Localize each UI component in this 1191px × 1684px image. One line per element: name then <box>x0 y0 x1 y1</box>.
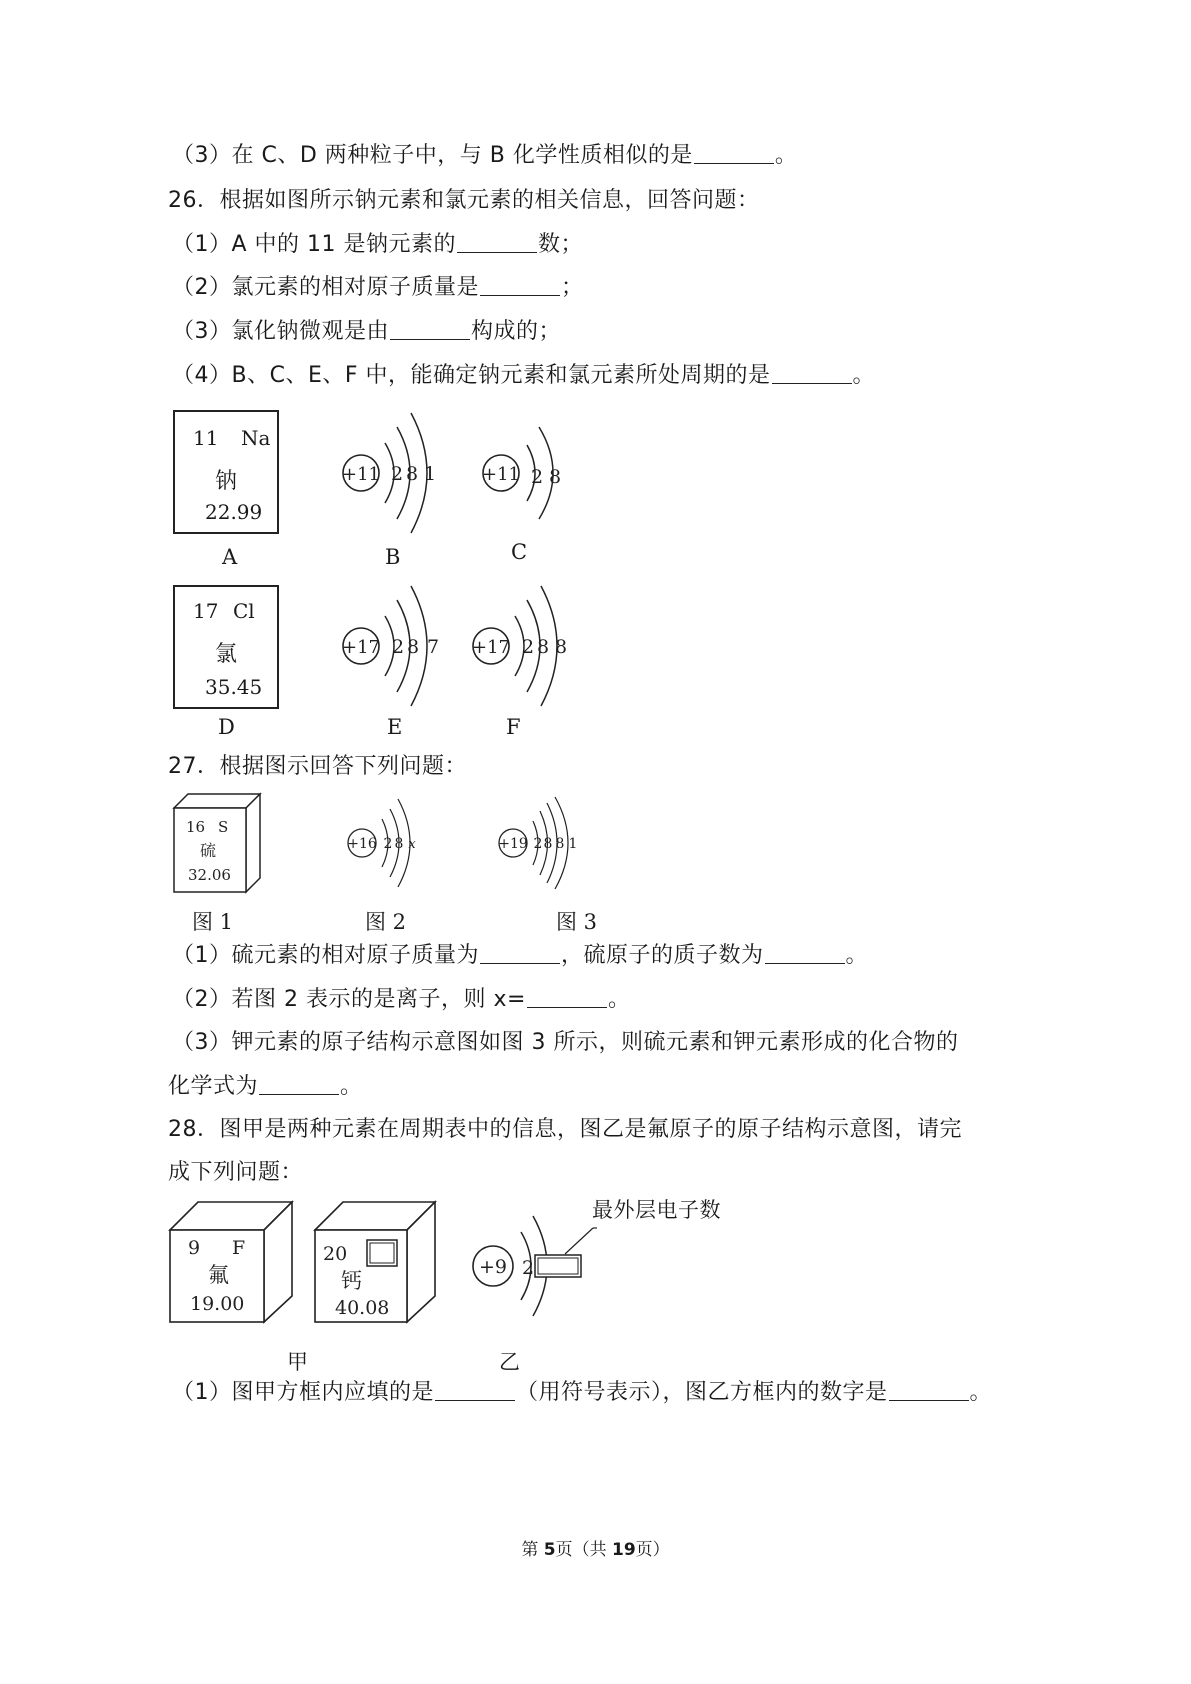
figure-label-3: 图 3 <box>556 910 598 934</box>
electron-count: 1 <box>568 836 578 852</box>
element-cube-f <box>168 1200 296 1326</box>
figure-label-a: A <box>222 545 238 569</box>
figure-label-f: F <box>506 715 521 739</box>
figure-label-1: 图 1 <box>192 910 234 934</box>
q26-stem: 26．根据如图所示钠元素和氯元素的相关信息，回答问题： <box>168 188 760 213</box>
element-card-na: 11 Na 钠 22.99 <box>173 410 279 534</box>
q27-part2: （2）若图 2 表示的是离子，则 x= 。 <box>172 987 631 1012</box>
electron-count: 8 <box>406 636 420 658</box>
nucleus-charge: +11 <box>482 464 520 485</box>
figure-label-c: C <box>511 540 528 564</box>
atomic-number: 20 <box>323 1243 348 1265</box>
q26-part3: （3）氯化钠微观是由 构成的； <box>172 319 562 344</box>
q27-part3-line1: （3）钾元素的原子结构示意图如图 3 所示，则硫元素和钾元素形成的化合物的 <box>172 1030 959 1055</box>
atom-diagram-fig3 <box>493 795 593 890</box>
q26-part2: （2）氯元素的相对原子质量是 ； <box>172 275 584 300</box>
answer-blank[interactable] <box>435 1380 515 1401</box>
q27-part3-line2: 化学式为 。 <box>168 1074 363 1099</box>
atom-diagram-f <box>465 580 585 710</box>
element-cube-ca <box>313 1200 439 1326</box>
nucleus-charge: +16 <box>347 836 377 852</box>
electron-count: 7 <box>426 636 440 658</box>
element-cube-s <box>172 792 264 894</box>
answer-blank[interactable] <box>765 943 845 964</box>
answer-blank[interactable] <box>390 319 470 340</box>
nucleus-charge: +11 <box>342 464 380 485</box>
electron-count: 2 <box>521 1257 535 1279</box>
atom-diagram-e <box>335 580 455 710</box>
element-name: 硫 <box>200 841 217 860</box>
electron-count: 8 <box>555 836 565 852</box>
page-number: 5 <box>543 1540 556 1560</box>
electron-count: 2 <box>530 466 544 488</box>
electron-count: 2 <box>533 836 543 852</box>
answer-blank[interactable] <box>457 232 537 253</box>
nucleus-charge: +9 <box>478 1256 508 1278</box>
atomic-mass: 40.08 <box>335 1297 390 1319</box>
figure-label-d: D <box>218 715 235 739</box>
electron-count: 2 <box>390 463 404 485</box>
answer-blank[interactable] <box>889 1380 969 1401</box>
electron-count-unknown: x <box>408 837 416 852</box>
element-name: 氟 <box>208 1263 229 1287</box>
ion-diagram-fig2 <box>342 795 432 890</box>
electron-count: 2 <box>383 836 393 852</box>
answer-blank[interactable] <box>259 1074 339 1095</box>
atomic-mass: 32.06 <box>188 866 231 884</box>
q28-part1: （1）图甲方框内应填的是 （用符号表示），图乙方框内的数字是 。 <box>172 1380 993 1405</box>
element-name: 钙 <box>341 1269 362 1293</box>
atom-diagram-c <box>475 415 575 530</box>
electron-count: 8 <box>394 836 404 852</box>
atomic-number: 9 <box>188 1237 201 1259</box>
q28-stem-line1: 28．图甲是两种元素在周期表中的信息，图乙是氟原子的原子结构示意图，请完 <box>168 1117 962 1142</box>
atom-diagram-b <box>335 405 455 535</box>
nucleus-charge: +19 <box>498 836 528 852</box>
outer-electron-callout: 最外层电子数 <box>592 1199 721 1222</box>
q26-part4: （4）B、C、E、F 中，能确定钠元素和氯元素所处周期的是 。 <box>172 363 876 388</box>
q27-stem: 27．根据图示回答下列问题： <box>168 754 467 779</box>
electron-count: 8 <box>548 466 562 488</box>
figure-label-jia: 甲 <box>287 1350 308 1374</box>
electron-count: 8 <box>536 636 550 658</box>
element-symbol: F <box>232 1237 246 1259</box>
q26-part1: （1）A 中的 11 是钠元素的 数； <box>172 232 584 257</box>
electron-count: 8 <box>554 636 568 658</box>
answer-blank[interactable] <box>694 143 774 164</box>
answer-blank[interactable] <box>527 987 607 1008</box>
answer-blank[interactable] <box>480 275 560 296</box>
electron-count: 8 <box>405 463 419 485</box>
element-card-cl: 17 Cl 氯 35.45 <box>173 585 279 709</box>
figure-label-e: E <box>387 715 403 739</box>
figure-label-yi: 乙 <box>499 1350 520 1374</box>
figure-label-2: 图 2 <box>365 910 407 934</box>
electron-count: 1 <box>423 463 437 485</box>
element-symbol: S <box>218 818 229 836</box>
page-footer: 第 5页（共 19页） <box>521 1540 670 1560</box>
answer-blank[interactable] <box>480 943 560 964</box>
atomic-mass: 19.00 <box>190 1293 245 1315</box>
symbol-answer-box[interactable] <box>367 1240 397 1266</box>
electron-count: 8 <box>543 836 553 852</box>
atomic-number: 16 <box>186 818 206 836</box>
q25-part3: （3）在 C、D 两种粒子中，与 B 化学性质相似的是 。 <box>172 143 798 168</box>
electron-count: 2 <box>391 636 405 658</box>
q27-part1: （1）硫元素的相对原子质量为 ，硫原子的质子数为 。 <box>172 943 869 968</box>
page-total: 19 <box>611 1540 636 1560</box>
electron-count: 2 <box>521 636 535 658</box>
nucleus-charge: +17 <box>342 637 380 658</box>
figure-label-b: B <box>385 545 401 569</box>
answer-blank[interactable] <box>772 363 852 384</box>
q28-stem-line2: 成下列问题： <box>168 1160 304 1185</box>
nucleus-charge: +17 <box>472 637 510 658</box>
